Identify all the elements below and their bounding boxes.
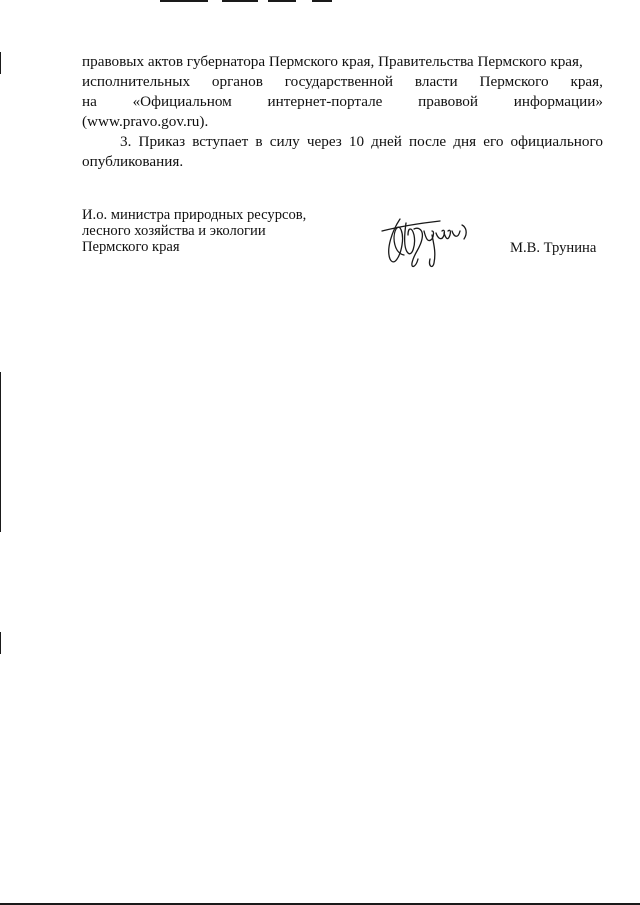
paragraph-line-justified — [82, 72, 603, 92]
signer-name: М.В. Трунина — [510, 240, 597, 256]
word: вступает — [192, 133, 249, 150]
scan-edge-top-3 — [268, 0, 296, 2]
scan-edge-left-3 — [0, 632, 1, 654]
word: правовой — [418, 93, 479, 110]
scan-edge-top-1 — [160, 0, 208, 2]
word: дней — [371, 133, 402, 150]
word: дня — [453, 133, 477, 150]
document-body — [82, 52, 603, 172]
word: интернет-портале — [267, 93, 383, 110]
word: в — [255, 133, 263, 150]
word: силу — [269, 133, 300, 150]
paragraph-3-line-justified — [82, 132, 603, 152]
signatory-position — [82, 207, 306, 255]
word: 10 — [348, 133, 365, 150]
paragraph-line: правовых актов губернатора Пермского края, Правительства Пермского края, — [82, 53, 583, 70]
position-line: Пермского края — [82, 239, 180, 255]
paragraph-line: (www.pravo.gov.ru). — [82, 113, 209, 130]
word: через — [306, 133, 342, 150]
position-line: лесного хозяйства и экологии — [82, 223, 266, 239]
word: исполнительных — [82, 73, 191, 90]
scan-edge-top-4 — [312, 0, 332, 2]
scan-edge-left-1 — [0, 52, 1, 74]
paragraph-line: опубликования. — [82, 153, 184, 170]
word: края, — [570, 73, 603, 90]
scan-edge-top-2 — [222, 0, 258, 2]
word: Пермского — [479, 73, 549, 90]
word: «Официальном — [132, 93, 232, 110]
paragraph-line-justified — [82, 92, 603, 112]
handwritten-signature — [378, 209, 478, 271]
word: власти — [414, 73, 458, 90]
word: официального — [510, 133, 603, 150]
word: на — [82, 93, 97, 110]
word: органов — [211, 73, 263, 90]
word: Приказ — [138, 133, 186, 150]
position-line: И.о. министра природных ресурсов, — [82, 207, 307, 223]
word: его — [483, 133, 504, 150]
scan-edge-left-2 — [0, 372, 1, 532]
word: информации» — [513, 93, 603, 110]
word: 3. — [120, 133, 132, 150]
word: государственной — [284, 73, 394, 90]
word: после — [409, 133, 447, 150]
